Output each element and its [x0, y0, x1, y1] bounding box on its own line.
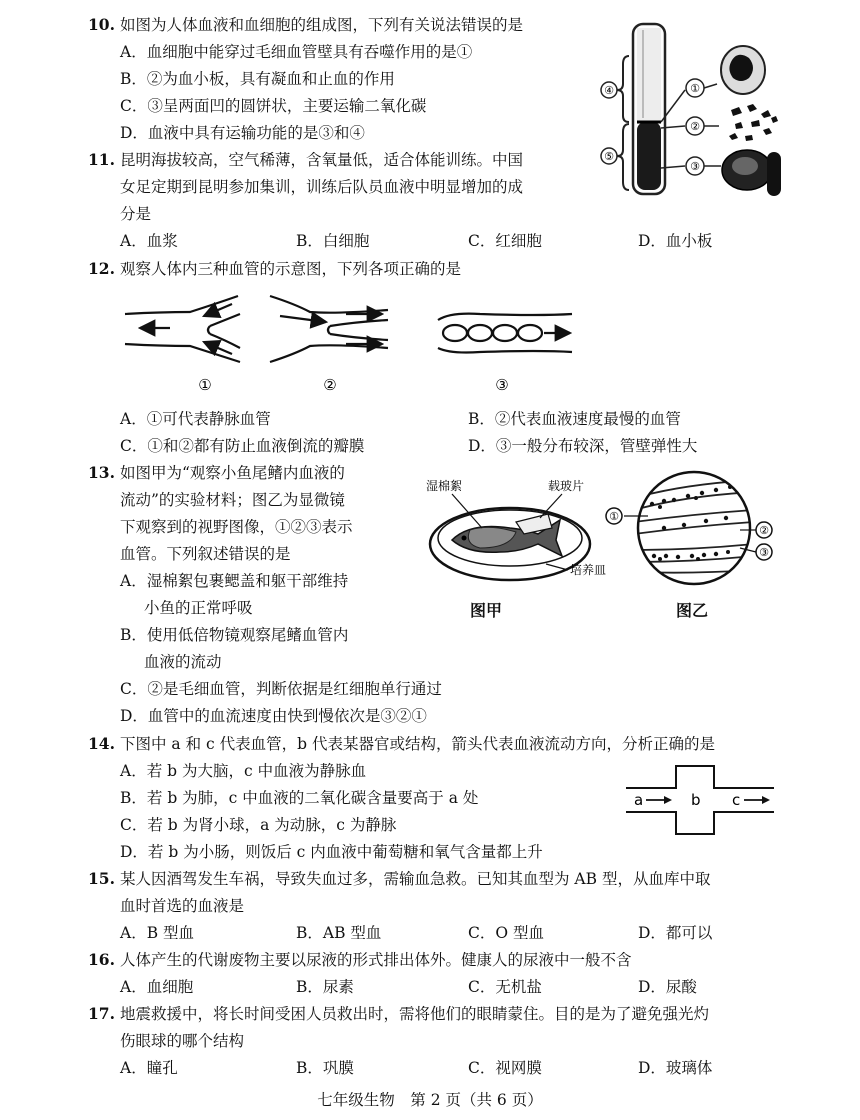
fig-jia-label-slide: 载玻片	[548, 479, 585, 493]
q10-label-3: ③	[690, 160, 700, 173]
vessel-1-drawing	[125, 296, 240, 362]
q13-stem-line4: 血管。下列叙述错误的是	[120, 545, 291, 563]
q16-option-a: A．血细胞	[120, 978, 194, 996]
q17-option-a: A．瞳孔	[120, 1059, 178, 1077]
q13-option-a-line2: 小鱼的正常呼吸	[144, 599, 253, 617]
fig-yi-label-2: ②	[759, 524, 769, 537]
q14-number: 14.	[88, 734, 115, 753]
q11-stem-line1: 昆明海拔较高，空气稀薄，含氧量低，适合体能训练。中国	[120, 151, 524, 169]
q11-stem-line2: 女足定期到昆明参加集训，训练后队员血液中明显增加的成	[120, 178, 524, 196]
q15-option-b: B．AB 型血	[296, 924, 382, 942]
q14-label-b: b	[691, 791, 701, 809]
q15-option-c: C．O 型血	[468, 924, 544, 942]
q12-number: 12.	[88, 259, 115, 278]
q12-stem: 观察人体内三种血管的示意图，下列各项正确的是	[120, 260, 462, 278]
q10-number: 10.	[88, 15, 115, 34]
fig-jia-label-petri-dish: 培养皿	[570, 563, 607, 577]
q13-option-b-line1: B．使用低倍物镜观察尾鳍血管内	[120, 626, 349, 644]
q14-organ-flow-figure	[622, 762, 782, 840]
q14-label-c: c	[732, 791, 741, 809]
q13-figure-yi	[604, 470, 774, 590]
q14-option-a: A．若 b 为大脑，c 中血液为静脉血	[120, 762, 367, 780]
q13-option-d: D．血管中的血流速度由快到慢依次是③②①	[120, 707, 427, 725]
q10-option-a: A．血细胞中能穿过毛细血管壁具有吞噬作用的是①	[120, 43, 473, 61]
q12-fig-label-3: ③	[495, 376, 509, 394]
red-blood-cells-drawing	[722, 150, 781, 196]
vessel-2-drawing	[270, 296, 388, 362]
q15-option-d: D．都可以	[638, 924, 713, 942]
q11-stem-line3: 分是	[120, 205, 152, 223]
q12-fig-label-2: ②	[323, 376, 337, 394]
q13-option-c: C．②是毛细血管，判断依据是红细胞单行通过	[120, 680, 442, 698]
q13-stem-line1: 如图甲为“观察小鱼尾鳍内血液的	[120, 464, 345, 482]
q14-option-b: B．若 b 为肺，c 中血液的二氧化碳含量要高于 a 处	[120, 789, 479, 807]
q10-label-5: ⑤	[604, 150, 614, 163]
vessel-3-drawing	[438, 314, 572, 353]
q13-option-a-line1: A．湿棉絮包裹鳃盖和躯干部维持	[120, 572, 349, 590]
q10-label-1: ①	[690, 82, 700, 95]
q15-option-a: A．B 型血	[120, 924, 195, 942]
q16-option-d: D．尿酸	[638, 978, 697, 996]
q16-number: 16.	[88, 950, 115, 969]
q13-option-b-line2: 血液的流动	[144, 653, 222, 671]
q13-figure-jia	[420, 472, 620, 592]
q17-number: 17.	[88, 1004, 115, 1023]
q14-stem: 下图中 a 和 c 代表血管，b 代表某器官或结构，箭头代表血液流动方向，分析正确的是	[120, 735, 715, 753]
q12-fig-label-1: ①	[198, 376, 212, 394]
q17-option-c: C．视网膜	[468, 1059, 542, 1077]
q13-stem-line3: 下观察到的视野图像，①②③表示	[120, 518, 353, 536]
q11-option-b: B．白细胞	[296, 232, 370, 250]
q12-blood-vessels-figure	[120, 292, 590, 402]
fig-jia-label-wet-cotton: 湿棉絮	[426, 479, 463, 493]
q14-label-a: a	[634, 791, 644, 809]
q16-stem: 人体产生的代谢废物主要以尿液的形式排出体外。健康人的尿液中一般不含	[120, 951, 632, 969]
platelets-drawing	[729, 104, 778, 141]
fig-yi-label-1: ①	[609, 510, 619, 523]
q10-option-c: C．③呈两面凹的圆饼状，主要运输二氧化碳	[120, 97, 427, 115]
q10-label-2: ②	[690, 120, 700, 133]
q14-option-d: D．若 b 为小肠，则饭后 c 内血液中葡萄糖和氧气含量都上升	[120, 843, 543, 861]
fig-yi-label-3: ③	[759, 546, 769, 559]
q13-figure-jia-caption: 图甲	[470, 601, 503, 620]
page-footer: 七年级生物 第 2 页（共 6 页）	[317, 1091, 543, 1109]
q10-stem: 如图为人体血液和血细胞的组成图，下列有关说法错误的是	[120, 16, 524, 34]
white-blood-cell-drawing	[721, 46, 765, 94]
q10-option-d: D．血液中具有运输功能的是③和④	[120, 124, 365, 142]
q17-option-b: B．巩膜	[296, 1059, 354, 1077]
q10-blood-tube-figure	[595, 18, 795, 208]
q13-number: 13.	[88, 463, 115, 482]
q11-option-a: A．血浆	[120, 232, 178, 250]
q15-stem-line2: 血时首选的血液是	[120, 897, 245, 915]
q16-option-c: C．无机盐	[468, 978, 542, 996]
q16-option-b: B．尿素	[296, 978, 354, 996]
q12-option-c: C．①和②都有防止血液倒流的瓣膜	[120, 437, 365, 455]
q12-option-b: B．②代表血液速度最慢的血管	[468, 410, 681, 428]
q12-option-a: A．①可代表静脉血管	[120, 410, 271, 428]
q14-option-c: C．若 b 为肾小球，a 为动脉，c 为静脉	[120, 816, 397, 834]
q11-option-c: C．红细胞	[468, 232, 542, 250]
q11-number: 11.	[88, 150, 115, 169]
q13-stem-line2: 流动”的实验材料；图乙为显微镜	[120, 491, 345, 509]
q10-option-b: B．②为血小板，具有凝血和止血的作用	[120, 70, 395, 88]
q17-stem-line2: 伤眼球的哪个结构	[120, 1032, 245, 1050]
q15-stem-line1: 某人因酒驾发生车祸，导致失血过多，需输血急救。已知其血型为 AB 型，从血库中取	[120, 870, 711, 888]
q15-number: 15.	[88, 869, 115, 888]
q12-option-d: D．③一般分布较深，管壁弹性大	[468, 437, 698, 455]
q11-option-d: D．血小板	[638, 232, 713, 250]
q17-option-d: D．玻璃体	[638, 1059, 713, 1077]
q17-stem-line1: 地震救援中，将长时间受困人员救出时，需将他们的眼睛蒙住。目的是为了避免强光灼	[120, 1005, 710, 1023]
q13-figure-yi-caption: 图乙	[676, 601, 709, 620]
q10-label-4: ④	[604, 84, 614, 97]
